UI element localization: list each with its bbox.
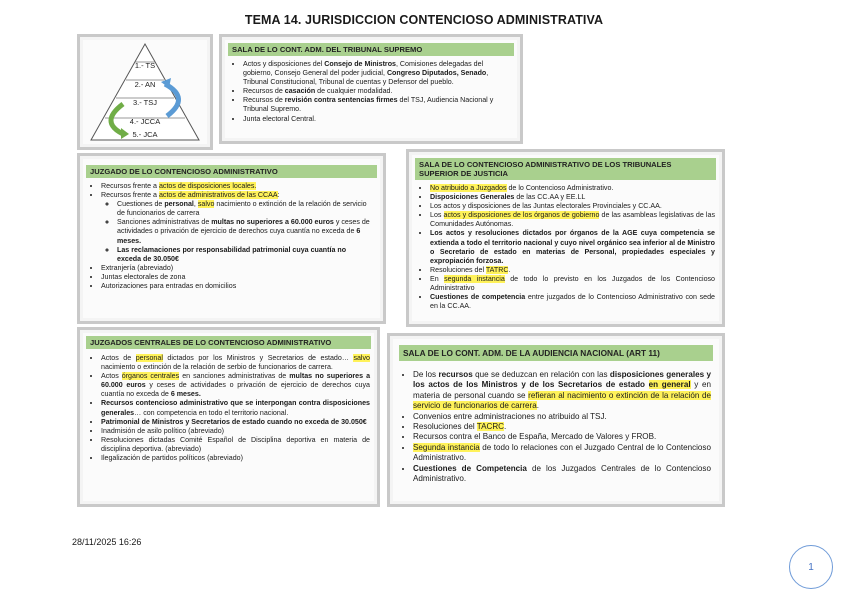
juzgado-list	[83, 180, 380, 291]
list-item: • Juntas electorales de zona	[101, 273, 376, 282]
pyramid-level: 1.- TS	[134, 61, 156, 70]
page-number: 1	[789, 545, 833, 589]
juzgado-header: JUZGADO DE LO CONTENCIOSO ADMINISTRATIVO	[86, 165, 377, 178]
list-item: • Recursos frente a actos de administrativos de las CCAA: ◦ Cuestiones de personal, salvo nacimiento o extinción de la relación de servicio de funcionarios de carrera ◦ Sanciones administrativas de multas no superiores a 60.000 euros y ceses de actividades o privación de ejercicio de derechos cuya cuantía no exceda de 6 meses. ◦ Las reclamaciones por responsabilidad patrimonial cuya cuantía no exceda de 30.050€	[101, 191, 376, 264]
list-item: • Extranjería (abreviado)	[101, 264, 376, 273]
list-item: • Actos de personal dictados por los Ministros y Secretarios de estado… salvo nacimiento o extinción de la relación de serbio de funcionarios de carrera.	[101, 354, 370, 372]
list-item: ◦ Sanciones administrativas de multas no superiores a 60.000 euros y ceses de actividades o privación de ejercicio de derechos cuya cuantía no exceda de 6 meses.	[117, 218, 372, 245]
list-item: • Segunda instancia de todo lo relaciones con el Juzgado Central de lo Contencioso Administrativo.	[413, 443, 711, 464]
centrales-card	[77, 327, 380, 507]
list-item: • Resoluciones del TACRC.	[413, 422, 711, 432]
list-item: • Recursos contencioso administrativo que se interpongan contra disposiciones generales… con competencia en todo el territorio nacional.	[101, 399, 370, 417]
supremo-card	[219, 34, 523, 144]
audiencia-card	[387, 333, 725, 507]
pyramid-level: 3.- TSJ	[132, 98, 158, 107]
tsj-card	[406, 149, 725, 327]
list-item: • Actos y disposiciones del Consejo de Ministros, Comisiones delegadas del gobierno, Consejo General del poder judicial, Congreso Diputados, Senado, Tribunal Constitucional, Tribunal de cuentas y Defensor del pueblo.	[243, 60, 513, 87]
pyramid-level: 2.- AN	[134, 80, 156, 89]
pyramid-card	[77, 34, 213, 150]
list-item: • No atribuido a Juzgados de lo Contencioso Administrativo.	[430, 184, 715, 193]
list-item: • Convenios entre administraciones no atribuido al TSJ.	[413, 412, 711, 422]
supremo-list	[225, 58, 517, 124]
list-item: • Recursos frente a actos de disposiciones locales.	[101, 182, 376, 191]
list-item: ◦ Las reclamaciones por responsabilidad patrimonial cuya cuantía no exceda de 30.050€	[117, 246, 372, 264]
list-item: • Ilegalización de partidos políticos (abreviado)	[101, 454, 370, 463]
list-item: • Cuestiones de competencia entre juzgados de lo Contencioso Administrativo con sede en la CC.AA.	[430, 293, 715, 311]
list-item: • Junta electoral Central.	[243, 115, 513, 124]
centrales-header: JUZGADOS CENTRALES DE LO CONTENCIOSO ADMINISTRATIVO	[86, 336, 371, 349]
page-title: TEMA 14. JURISDICCION CONTENCIOSO ADMINISTRATIVA	[244, 13, 604, 27]
pyramid-level: 5.- JCA	[132, 130, 158, 139]
pyramid-level: 4.- JCCA	[129, 117, 161, 126]
list-item: • Los actos y resoluciones dictados por órganos de la AGE cuya competencia se extienda a todo el territorio nacional y cuyo nivel orgánico sea inferior al de Ministro o Secretario de estado en materias de Personal, propiedades especiales y expropiación forzosa.	[430, 229, 715, 265]
list-item: • Recursos contra el Banco de España, Mercado de Valores y FROB.	[413, 432, 711, 442]
list-item: • Autorizaciones para entradas en domicilios	[101, 282, 376, 291]
list-item: • Resoluciones dictadas Comité Español de Disciplina deportiva en materia de disciplina deportiva. (abreviado)	[101, 436, 370, 454]
list-item: • Inadmisión de asilo político (abreviado)	[101, 427, 370, 436]
pyramid-diagram	[83, 40, 207, 144]
list-item: • Recursos de casación de cualquier modalidad.	[243, 87, 513, 96]
list-item: ◦ Cuestiones de personal, salvo nacimiento o extinción de la relación de servicio de funcionarios de carrera	[117, 200, 372, 218]
print-datetime: 28/11/2025 16:26	[72, 537, 142, 547]
list-item: • De los recursos que se deduzcan en relación con las disposiciones generales y los actos de los Ministros y de los Secretarios de estado en general y en materia de personal cuando se refieran al nacimiento o extinción de la relación de servicio de funcionarios de carrera.	[413, 370, 711, 412]
list-item: • Patrimonial de Ministros y Secretarios de estado cuando no exceda de 30.050€	[101, 418, 370, 427]
centrales-list	[83, 351, 374, 463]
list-item: • Resoluciones del TATRC.	[430, 266, 715, 275]
supremo-header: SALA DE LO CONT. ADM. DEL TRIBUNAL SUPREMO	[228, 43, 514, 56]
audiencia-header: SALA DE LO CONT. ADM. DE LA AUDIENCIA NACIONAL (ART 11)	[399, 345, 713, 361]
tsj-header: SALA DE LO CONTENCIOSO ADMINISTRATIVO DE LOS TRIBUNALES SUPERIOR DE JUSTICIA	[415, 158, 716, 180]
list-item: • Recursos de revisión contra sentencias firmes del TSJ, Audiencia Nacional y Tribunal Supremo.	[243, 96, 513, 114]
list-item: • Actos órganos centrales en sanciones administrativas de multas no superiores a 60.000 euros y ceses de actividades o privación de ejercicio de derechos cuya cuantía no exceda de 6 meses.	[101, 372, 370, 399]
juzgado-card	[77, 153, 386, 324]
tsj-list	[412, 182, 719, 311]
list-item: • En segunda instancia de todo lo previsto en los Juzgados de los Contencioso Administrativo	[430, 275, 715, 293]
list-item: • Disposiciones Generales de las CC.AA y EE.LL	[430, 193, 715, 202]
list-item: • Cuestiones de Competencia de los Juzgados Centrales de lo Contencioso Administrativo.	[413, 464, 711, 485]
audiencia-list	[393, 365, 719, 484]
list-item: • Los actos y disposiciones de los órganos de gobierno de las asambleas legislativas de las Comunidades Autónomas.	[430, 211, 715, 229]
list-item: • Los actos y disposiciones de las Juntas electorales Provinciales y CC.AA.	[430, 202, 715, 211]
